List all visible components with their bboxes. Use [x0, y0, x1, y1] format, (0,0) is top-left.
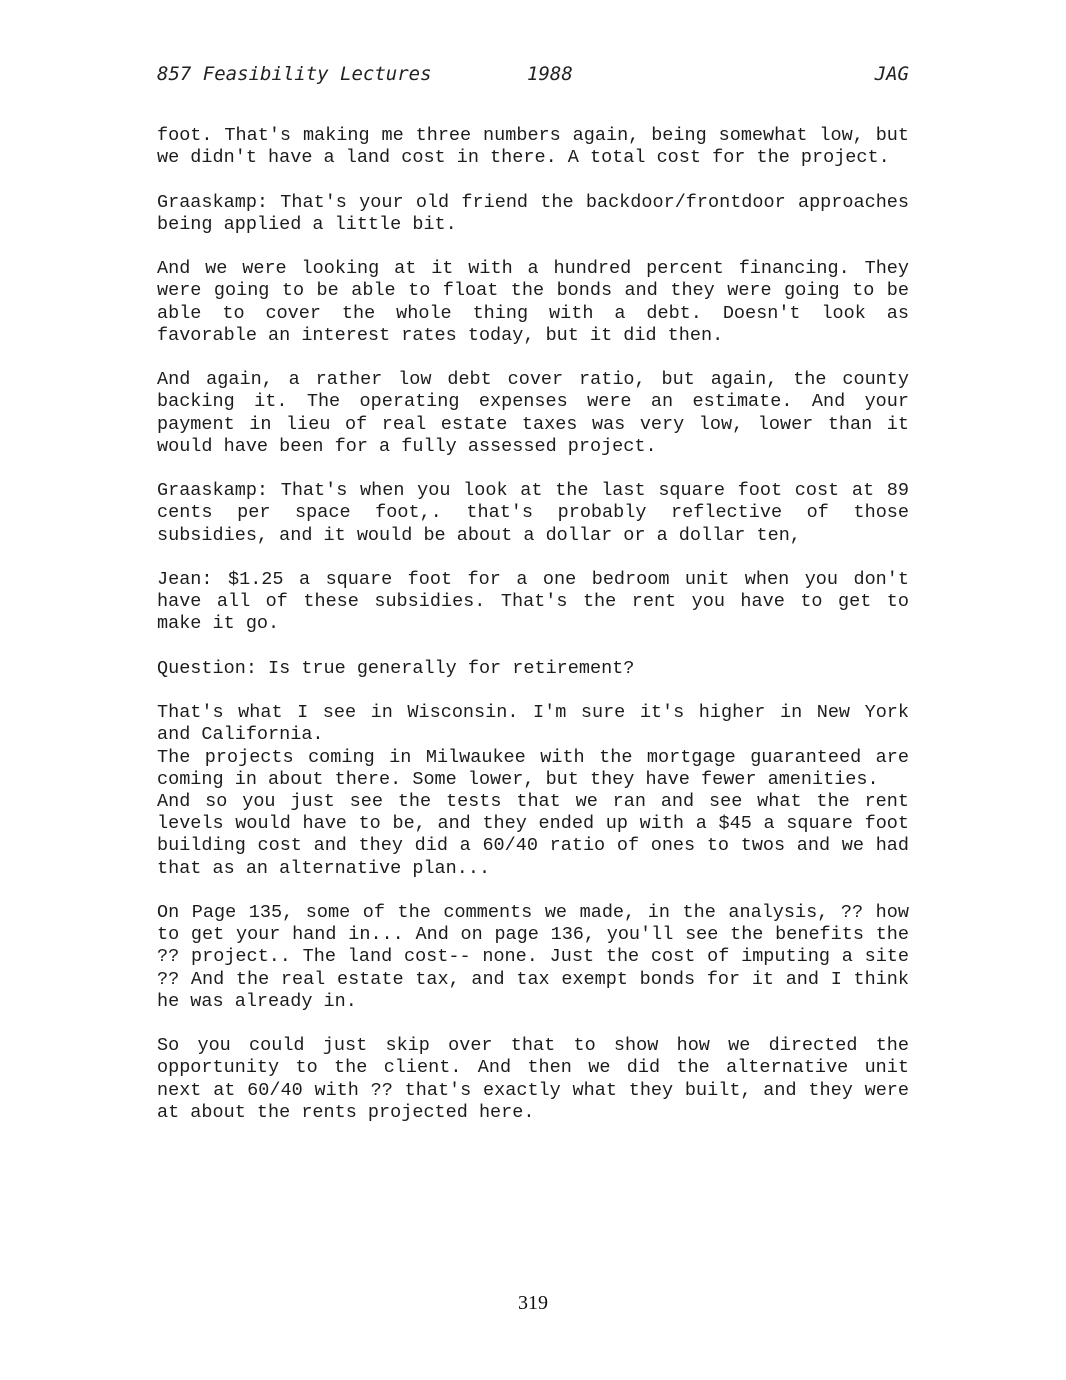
paragraph-5: Graaskamp: That's when you look at the last square foot cost at 89 cents per space foot,. that's probably reflective of those subsidies, and it would be about a dollar or a dollar ten,: [157, 480, 909, 546]
transcript-body: [157, 125, 909, 1146]
header-initials: JAG: [874, 63, 909, 85]
header-year: 1988: [527, 63, 573, 85]
paragraph-7: Question: Is true generally for retirement?: [157, 657, 635, 679]
running-header: [157, 62, 909, 86]
paragraph-12: So you could just skip over that to show how we directed the opportunity to the client. And then we did the alternative unit next at 60/40 with ?? that's exactly what they built, and they were at about the rents projected here.: [157, 1035, 909, 1123]
paragraph-1: foot. That's making me three numbers again, being somewhat low, but we didn't have a land cost in there. A total cost for the project.: [157, 125, 909, 169]
paragraph-9: The projects coming in Milwaukee with the mortgage guaranteed are coming in about there. Some lower, but they have fewer amenities.: [157, 746, 909, 790]
paragraph-3: And we were looking at it with a hundred percent financing. They were going to be able to float the bonds and they were going to be able to cover the whole thing with a debt. Doesn't look as favorable an interest rates today, but it did then.: [157, 258, 909, 346]
paragraph-11: On Page 135, some of the comments we made, in the analysis, ?? how to get your hand in... And on page 136, you'll see the benefits the ?? project.. The land cost-- none. Just the cost of imputing a site ?? And the real estate tax, and tax exempt bonds for it and I think he was already in.: [157, 901, 909, 1012]
paragraph-4: And again, a rather low debt cover ratio, but again, the county backing it. The operating expenses were an estimate. And your payment in lieu of real estate taxes was very low, lower than it would have been for a fully assessed project.: [157, 369, 909, 457]
page-number: 319: [518, 1292, 548, 1314]
paragraph-8: That's what I see in Wisconsin. I'm sure it's higher in New York and California.: [157, 702, 909, 746]
paragraph-6: Jean: $1.25 a square foot for a one bedroom unit when you don't have all of these subsidies. That's the rent you have to get to make it go.: [157, 568, 909, 635]
paragraph-10: And so you just see the tests that we ran and see what the rent levels would have to be, and they ended up with a $45 a square foot building cost and they did a 60/40 ratio of ones to twos and we had that as an alternative plan...: [157, 790, 909, 879]
header-title: 857 Feasibility Lectures: [157, 63, 432, 85]
paragraph-2: Graaskamp: That's your old friend the backdoor/frontdoor approaches being applied a little bit.: [157, 191, 909, 235]
